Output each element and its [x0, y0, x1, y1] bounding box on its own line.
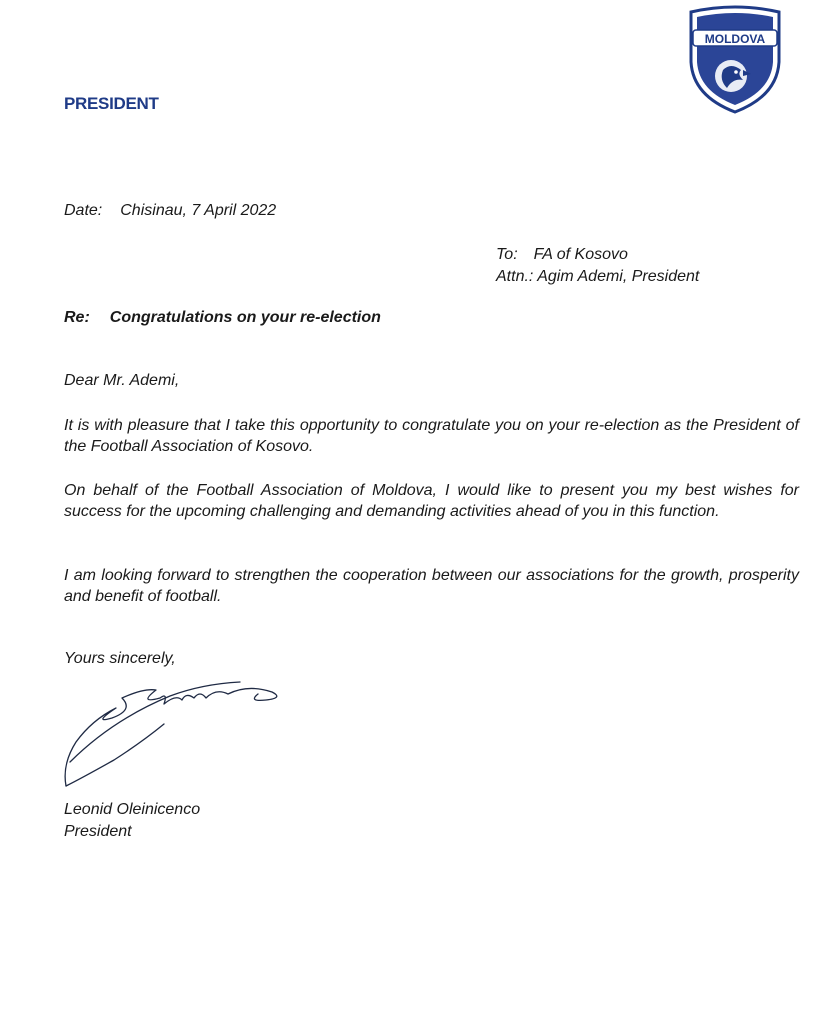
- letterhead-title: PRESIDENT: [64, 94, 159, 113]
- date-line: [64, 202, 276, 220]
- subject-line: [64, 309, 381, 327]
- recipient-block: [496, 244, 699, 288]
- recipient-to-line: [496, 244, 699, 266]
- logo-wordmark: MOLDOVA: [704, 32, 766, 46]
- signatory-name: Leonid Oleinicenco: [64, 801, 201, 818]
- body-paragraph: On behalf of the Football Association of Moldova, I would like to present you my best wishes for success for the upcoming challenging and demanding activities ahead of you in this function.: [64, 482, 799, 520]
- signatory-block: [64, 799, 200, 843]
- body-paragraph: I am looking forward to strengthen the cooperation between our associations for the growth, prosperity and benefit of football.: [64, 567, 799, 605]
- date-value: Chisinau, 7 April 2022: [120, 202, 277, 219]
- body-paragraph: It is with pleasure that I take this opportunity to congratulate you on your re-election as the President of the Football Association of Kosovo.: [64, 417, 799, 455]
- to-label: To:: [496, 246, 518, 263]
- salutation: Dear Mr. Ademi,: [64, 372, 180, 389]
- signatory-title: President: [64, 823, 132, 840]
- attention-line: Attn.: Agim Ademi, President: [496, 268, 700, 285]
- to-value: FA of Kosovo: [533, 246, 628, 263]
- date-label: Date:: [64, 202, 103, 219]
- closing: Yours sincerely,: [64, 650, 176, 667]
- moldova-fa-crest-logo: [683, 4, 787, 114]
- subject-text: Congratulations on your re-election: [109, 309, 381, 326]
- subject-label: Re:: [64, 309, 90, 326]
- handwritten-signature: [52, 668, 292, 796]
